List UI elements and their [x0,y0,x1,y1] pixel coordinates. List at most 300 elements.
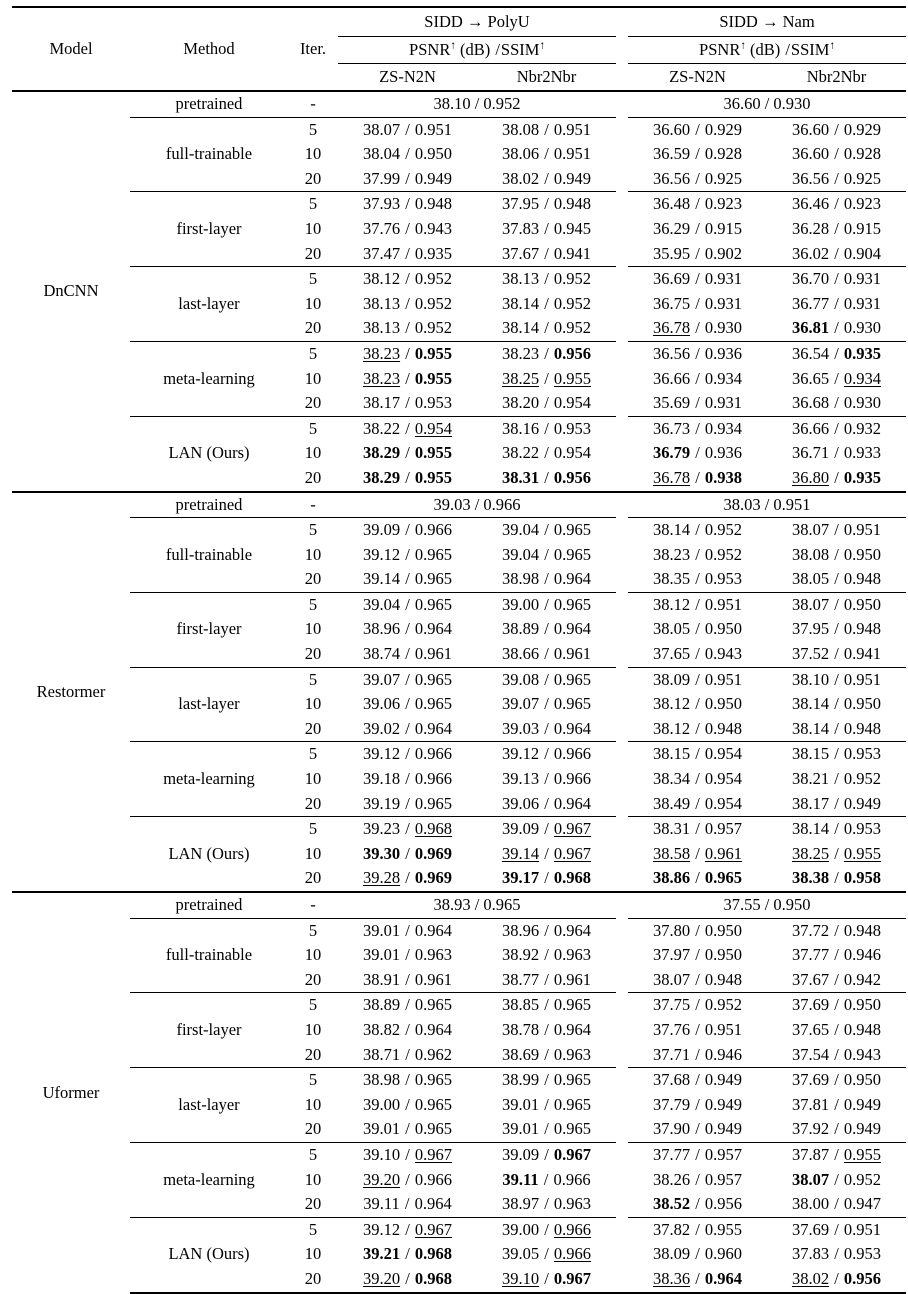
gap-cell [616,842,628,867]
gap-cell [616,1043,628,1068]
metric-cell-n_zs [628,1142,767,1167]
psnr-value: 36.54 [791,343,830,363]
method-label-spacer [130,1117,288,1142]
model-label: Restormer [12,492,130,893]
ssim-value: 0.966 [553,1169,591,1189]
iter-value: 20 [288,316,338,341]
ssim-value: 0.964 [553,1019,592,1039]
value-separator: / [830,969,843,989]
metric-cell-n_zs [628,1242,767,1267]
metric-cell-n_nbr [767,817,906,842]
table-row [12,416,906,441]
method-label-pretrained: pretrained [130,892,288,918]
ssim-value: 0.948 [704,969,743,989]
metric-cell-n_zs [628,742,767,767]
metric-cell-n_zs [628,667,767,692]
ssim-value: 0.949 [843,1094,882,1114]
value-separator: / [401,744,414,764]
value-separator: / [830,819,843,839]
value-separator: / [830,868,843,888]
metric-db-label: (dB) [749,40,781,59]
value-separator: / [830,694,843,714]
iter-value: 5 [308,920,318,940]
psnr-value: 39.10 [501,1268,540,1288]
metric-cell-n_zs [628,367,767,392]
value-separator: / [830,793,843,813]
ssim-value: 0.953 [414,393,453,413]
ssim-value: 0.966 [414,769,453,789]
table-row [12,842,906,867]
psnr-value: 36.68 [791,393,830,413]
metric-cell-n_zs [628,242,767,267]
psnr-value: 39.28 [362,868,401,888]
ssim-value: 0.930 [843,393,882,413]
value-separator: / [830,1194,843,1214]
ssim-value: 0.946 [704,1044,743,1064]
ssim-value: 0.965 [553,1119,592,1139]
ssim-value: 0.950 [704,619,743,639]
ssim-value: 0.938 [704,467,743,487]
metric-cell-n_nbr [767,1142,906,1167]
value-separator: / [401,1070,414,1090]
metric-cell-p_nbr [477,341,616,366]
psnr-value: 37.97 [652,945,691,965]
gap-cell [616,391,628,416]
value-separator: / [830,194,843,214]
psnr-arrow-icon: ↑ [450,39,456,52]
table-row [12,167,906,192]
ssim-value: 0.961 [704,843,743,863]
ssim-value: 0.946 [843,945,882,965]
value-separator: / [540,644,553,664]
value-separator: / [691,393,704,413]
ssim-value: 0.965 [553,995,592,1015]
iter-value: 5 [308,594,318,614]
metric-cell-p_zs [338,1117,477,1142]
ssim-value: 0.965 [414,694,453,714]
ssim-value: 0.952 [704,520,743,540]
value-separator: / [691,644,704,664]
metric-cell-p_nbr [477,667,616,692]
gap-cell [616,1242,628,1267]
metric-cell-n_nbr [767,717,906,742]
metric-cell-p_zs [338,842,477,867]
metric-cell-n_nbr [767,316,906,341]
value-separator: / [401,1094,414,1114]
psnr-value: 38.69 [501,1044,540,1064]
ssim-value: 0.949 [553,168,592,188]
table-row [12,1068,906,1093]
table-row [12,617,906,642]
ssim-value: 0.915 [704,218,743,238]
metric-cell-p_zs [338,792,477,817]
psnr-value: 36.56 [652,168,691,188]
metric-cell-p_nbr [477,117,616,142]
metric-cell-n_zs [628,267,767,292]
value-separator: / [830,769,843,789]
method-label: last-layer [178,694,240,714]
ssim-value: 0.943 [704,644,743,664]
psnr-value: 36.28 [791,218,830,238]
iter-value: 20 [288,242,338,267]
iter-value: 10 [304,1094,322,1114]
model-label: Uformer [12,892,130,1293]
ssim-value: 0.953 [843,819,882,839]
ssim-value: 0.952 [843,1169,882,1189]
value-separator: / [540,393,553,413]
iter-value: 5 [308,819,318,839]
ssim-value: 0.951 [553,144,592,164]
iter-value: 10 [304,443,322,463]
psnr-value: 38.29 [362,467,401,487]
metric-cell-n_nbr [767,792,906,817]
psnr-value: 38.71 [362,1044,401,1064]
method-label-spacer [130,866,288,892]
value-separator: / [830,619,843,639]
value-separator: / [691,669,704,689]
ssim-value: 0.969 [414,843,453,863]
psnr-value: 38.23 [501,343,540,363]
psnr-value: 38.86 [652,868,691,888]
value-separator: / [540,343,553,363]
metric-cell-n_zs [628,142,767,167]
value-separator: / [540,144,553,164]
ssim-value: 0.931 [704,293,743,313]
metric-cell-p_nbr [477,767,616,792]
psnr-value: 37.95 [791,619,830,639]
metric-cell-p_nbr [477,416,616,441]
psnr-value: 38.38 [791,868,830,888]
value-separator: / [691,144,704,164]
metric-cell-n_nbr [767,1168,906,1193]
iter-value: 10 [304,619,322,639]
metric-cell-p_nbr [477,1068,616,1093]
value-separator: / [401,718,414,738]
psnr-value: 38.15 [652,744,691,764]
metric-cell-p_zs [338,167,477,192]
method-label-spacer [130,567,288,592]
psnr-value: 38.14 [501,318,540,338]
value-separator: / [691,368,704,388]
value-separator: / [540,218,553,238]
table-row [12,1192,906,1217]
gap-cell [616,466,628,492]
method-label: first-layer [176,619,242,639]
metric-cell-n_nbr [767,416,906,441]
metric-cell-p_nbr [477,968,616,993]
metric-cell-n_zs [628,1043,767,1068]
metric-cell-p_nbr [477,543,616,568]
header-gap [616,7,628,37]
psnr-value: 36.59 [652,144,691,164]
table-row [12,391,906,416]
method-label-spacer [130,667,288,692]
value-separator: / [691,969,704,989]
psnr-value: 39.10 [362,1144,401,1164]
ssim-value: 0.963 [414,945,453,965]
value-separator: / [691,269,704,289]
psnr-value: 38.02 [791,1268,830,1288]
psnr-value: 38.58 [652,843,691,863]
table-row [12,1217,906,1242]
metric-cell-n_zs [628,292,767,317]
ssim-value: 0.950 [704,945,743,965]
metric-cell-p_zs [338,692,477,717]
metric-cell-n_zs [628,416,767,441]
pretrained-polyu-value: 39.03 / 0.966 [338,492,616,518]
ssim-value: 0.951 [843,1219,882,1239]
method-label-pretrained: pretrained [130,492,288,518]
psnr-value: 39.06 [362,694,401,714]
method-label: meta-learning [163,769,255,789]
gap-cell [616,142,628,167]
value-separator: / [540,1119,553,1139]
psnr-value: 38.85 [501,995,540,1015]
value-separator: / [691,868,704,888]
value-separator: / [540,819,553,839]
metric-cell-n_nbr [767,341,906,366]
value-separator: / [830,1219,843,1239]
iter-value: 20 [288,792,338,817]
value-separator: / [401,619,414,639]
ssim-value: 0.953 [843,1244,882,1264]
psnr-value: 39.14 [362,569,401,589]
psnr-value: 36.75 [652,293,691,313]
gap-cell [616,617,628,642]
value-separator: / [691,1094,704,1114]
table-row [12,217,906,242]
psnr-value: 39.05 [501,1244,540,1264]
ssim-value: 0.950 [843,694,882,714]
psnr-value: 36.73 [652,418,691,438]
value-separator: / [401,318,414,338]
psnr-value: 36.29 [652,218,691,238]
ssim-value: 0.951 [553,119,592,139]
metric-cell-n_nbr [767,1117,906,1142]
ssim-value: 0.950 [843,544,882,564]
psnr-value: 37.93 [362,194,401,214]
pretrained-nam-value: 38.03 / 0.951 [628,492,906,518]
value-separator: / [401,1219,414,1239]
metric-cell-n_zs [628,842,767,867]
psnr-value: 38.92 [501,945,540,965]
method-label-spacer [130,466,288,492]
ssim-value: 0.961 [414,644,453,664]
ssim-value: 0.949 [704,1119,743,1139]
value-separator: / [401,769,414,789]
metric-cell-n_zs [628,1217,767,1242]
ssim-value: 0.951 [843,520,882,540]
psnr-value: 38.12 [652,694,691,714]
ssim-value: 0.964 [553,569,592,589]
psnr-value: 38.16 [501,418,540,438]
value-separator: / [691,1070,704,1090]
iter-value: 20 [288,1192,338,1217]
metric-cell-n_nbr [767,567,906,592]
psnr-value: 38.35 [652,569,691,589]
metric-cell-n_zs [628,1068,767,1093]
method-label-spacer [130,341,288,366]
table-row [12,866,906,892]
value-separator: / [540,269,553,289]
value-separator: / [691,945,704,965]
metric-cell-p_nbr [477,1043,616,1068]
gap-cell [616,267,628,292]
metric-cell-p_nbr [477,217,616,242]
psnr-value: 37.83 [501,218,540,238]
value-separator: / [401,168,414,188]
metric-cell-p_nbr [477,1168,616,1193]
value-separator: / [830,1044,843,1064]
metric-cell-n_zs [628,792,767,817]
gap-cell [616,943,628,968]
value-separator: / [540,318,553,338]
value-separator: / [540,793,553,813]
ssim-value: 0.955 [414,343,453,363]
metric-cell-p_zs [338,918,477,943]
ssim-value: 0.955 [414,368,453,388]
value-separator: / [401,843,414,863]
metric-cell-p_nbr [477,192,616,217]
metric-cell-n_nbr [767,918,906,943]
psnr-value: 37.71 [652,1044,691,1064]
metric-cell-p_nbr [477,918,616,943]
psnr-value: 39.07 [362,669,401,689]
psnr-value: 37.81 [791,1094,830,1114]
metric-cell-p_nbr [477,1142,616,1167]
method-label: LAN (Ours) [168,443,250,463]
psnr-value: 36.71 [791,443,830,463]
psnr-value: 37.65 [652,644,691,664]
psnr-value: 38.00 [791,1194,830,1214]
psnr-value: 38.49 [652,793,691,813]
ssim-value: 0.955 [414,443,453,463]
table-row [12,466,906,492]
ssim-value: 0.966 [553,744,592,764]
metric-cell-n_zs [628,717,767,742]
metric-cell-n_nbr [767,267,906,292]
psnr-value: 39.01 [501,1094,540,1114]
header-sub-polyu-nbr2nbr: Nbr2Nbr [516,67,577,86]
method-label-spacer [130,742,288,767]
ssim-value: 0.957 [704,819,743,839]
metric-cell-n_nbr [767,466,906,492]
value-separator: / [830,418,843,438]
value-separator: / [401,418,414,438]
ssim-value: 0.951 [704,594,743,614]
ssim-value: 0.948 [843,718,882,738]
value-separator: / [540,569,553,589]
gap-cell [616,1267,628,1293]
metric-cell-n_nbr [767,742,906,767]
ssim-value: 0.967 [414,1144,453,1164]
value-separator: / [401,520,414,540]
table-row [12,142,906,167]
metric-cell-n_nbr [767,692,906,717]
ssim-value: 0.966 [553,1244,592,1264]
metric-cell-p_zs [338,993,477,1018]
metric-cell-n_nbr [767,543,906,568]
ssim-value: 0.952 [704,995,743,1015]
ssim-value: 0.966 [553,1219,592,1239]
metric-slash: / [785,40,790,59]
ssim-value: 0.935 [414,243,453,263]
psnr-value: 38.66 [501,644,540,664]
gap-cell [616,592,628,617]
ssim-value: 0.966 [414,1169,453,1189]
metric-cell-p_nbr [477,267,616,292]
value-separator: / [540,1070,553,1090]
value-separator: / [691,569,704,589]
value-separator: / [540,1244,553,1264]
gap-cell [616,117,628,142]
value-separator: / [830,1019,843,1039]
psnr-value: 35.69 [652,393,691,413]
gap-cell [616,543,628,568]
metric-ssim-label: SSIM [790,40,830,59]
value-separator: / [540,843,553,863]
metric-cell-p_nbr [477,567,616,592]
method-label: meta-learning [163,368,255,388]
ssim-value: 0.952 [414,269,453,289]
ssim-value: 0.931 [704,269,743,289]
metric-cell-n_zs [628,466,767,492]
header-gap-3 [616,64,628,92]
psnr-value: 37.69 [791,1219,830,1239]
value-separator: / [540,868,553,888]
psnr-value: 38.14 [791,718,830,738]
table-row [12,968,906,993]
pretrained-nam-value: 37.55 / 0.950 [628,892,906,918]
metric-cell-p_zs [338,1142,477,1167]
metric-cell-p_zs [338,717,477,742]
value-separator: / [830,1144,843,1164]
value-separator: / [830,168,843,188]
ssim-value: 0.928 [704,144,743,164]
table-row [12,1242,906,1267]
value-separator: / [830,669,843,689]
value-separator: / [691,744,704,764]
value-separator: / [691,218,704,238]
psnr-value: 38.13 [501,269,540,289]
metric-cell-p_nbr [477,1117,616,1142]
gap-cell [616,217,628,242]
value-separator: / [691,293,704,313]
ssim-value: 0.967 [553,1144,592,1164]
metric-cell-p_nbr [477,692,616,717]
psnr-value: 38.04 [362,144,401,164]
gap-cell [616,1217,628,1242]
metric-cell-p_nbr [477,242,616,267]
gap-cell [616,167,628,192]
ssim-value: 0.925 [704,168,743,188]
psnr-value: 38.98 [362,1070,401,1090]
value-separator: / [401,368,414,388]
metric-cell-p_nbr [477,617,616,642]
metric-cell-n_nbr [767,968,906,993]
ssim-value: 0.929 [843,119,882,139]
value-separator: / [401,868,414,888]
metric-cell-n_nbr [767,217,906,242]
ssim-value: 0.968 [553,868,592,888]
ssim-value: 0.955 [414,467,453,487]
metric-cell-n_nbr [767,1068,906,1093]
ssim-value: 0.952 [704,544,743,564]
psnr-value: 39.01 [362,945,401,965]
metric-cell-p_zs [338,391,477,416]
value-separator: / [830,945,843,965]
ssim-value: 0.965 [414,669,453,689]
